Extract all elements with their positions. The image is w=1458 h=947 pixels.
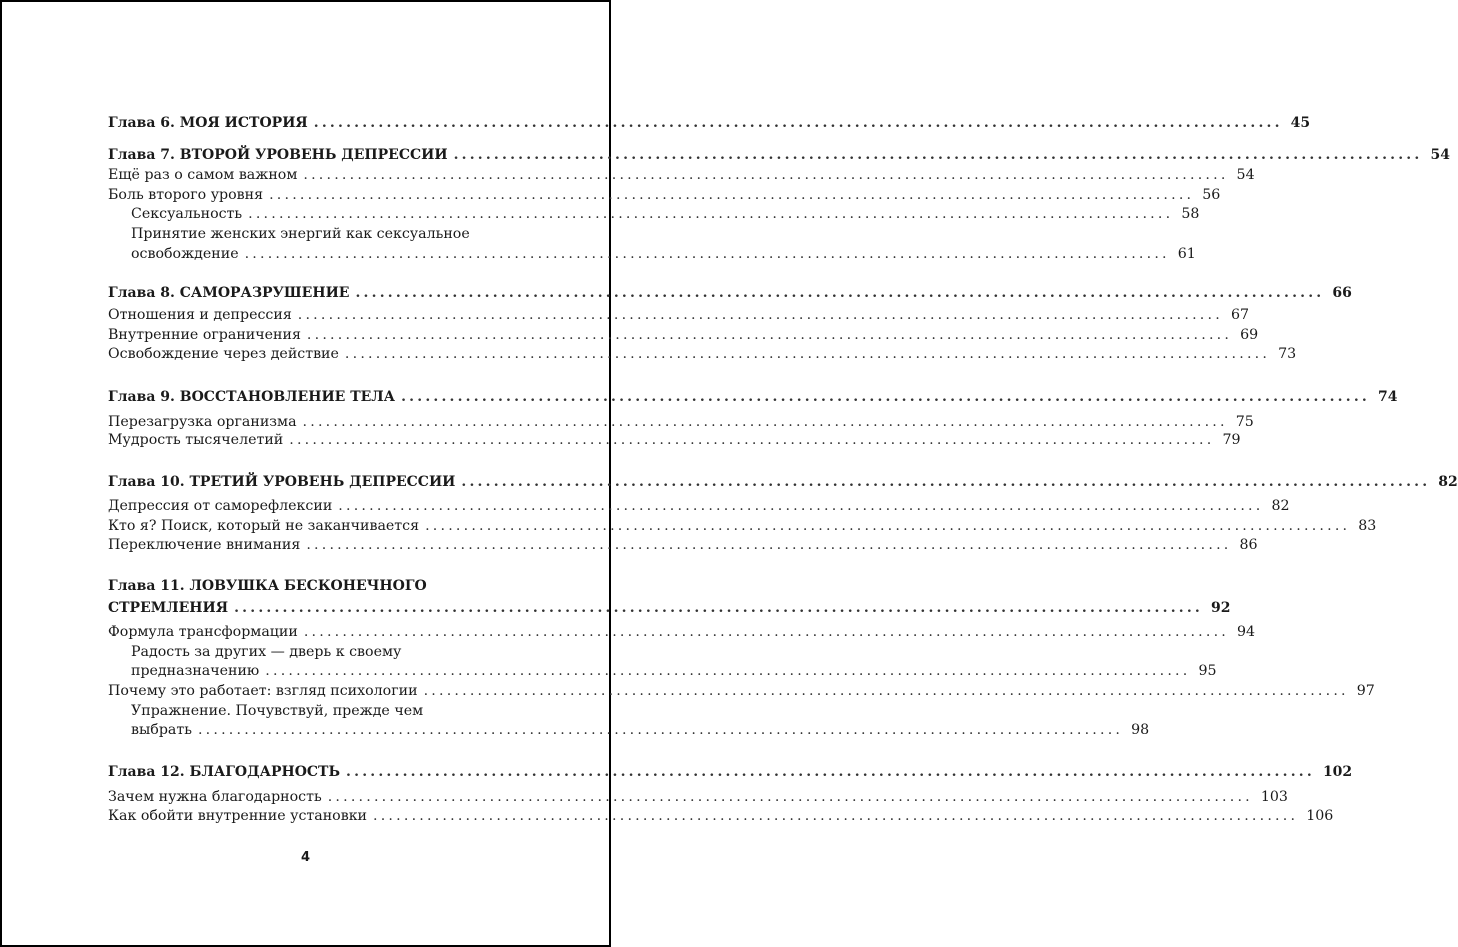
toc-entry[interactable] [108, 681, 1375, 701]
toc-entry[interactable] [131, 204, 1200, 224]
toc-page-number: 97 [1356, 683, 1375, 699]
toc-entry[interactable] [108, 622, 1256, 642]
toc-page-number: 54 [1236, 167, 1255, 183]
dot-leader: ........................................................................................................................ [248, 206, 1174, 222]
dot-leader: ........................................................................................................................ [297, 307, 1223, 323]
dot-leader: ........................................................................................................................ [401, 389, 1370, 405]
toc-chapter-entry[interactable] [108, 762, 1353, 782]
toc-entry-title: Сексуальность [131, 206, 243, 222]
toc-page-number: 95 [1198, 663, 1217, 679]
toc-entry-title: Глава 11. ЛОВУШКА БЕСКОНЕЧНОГО [108, 578, 427, 594]
toc-page-number: 75 [1235, 414, 1254, 430]
toc-chapter-entry[interactable] [108, 598, 1231, 618]
toc-entry[interactable] [108, 344, 1297, 364]
toc-page-number: 98 [1131, 722, 1150, 738]
toc-page-number: 61 [1177, 246, 1196, 262]
toc-entry[interactable] [108, 787, 1288, 807]
toc-entry[interactable] [108, 535, 1258, 555]
dot-leader: ........................................................................................................................ [423, 683, 1349, 699]
toc-entry[interactable] [131, 642, 540, 662]
dot-leader: ........................................................................................................................ [197, 722, 1124, 738]
toc-entry[interactable] [108, 806, 1334, 826]
toc-entry[interactable] [131, 224, 540, 244]
toc-entry-title: Глава 12. БЛАГОДАРНОСТЬ [108, 764, 341, 780]
toc-page-number: 102 [1322, 764, 1353, 780]
toc-entry[interactable] [108, 185, 1221, 205]
dot-leader: ........................................................................................................................ [244, 246, 1170, 262]
toc-entry-title: Мудрость тысячелетий [108, 432, 284, 448]
toc-entry-title: Упражнение. Почувствуй, прежде чем [131, 703, 424, 719]
toc-entry-title: Перезагрузка организма [108, 414, 297, 430]
toc-entry-title: Переключение внимания [108, 537, 301, 553]
toc-entry[interactable] [108, 305, 1250, 325]
dot-leader: ........................................................................................................................ [373, 808, 1299, 824]
toc-entry[interactable] [131, 701, 540, 721]
dot-leader: ........................................................................................................................ [302, 414, 1228, 430]
toc-chapter-entry[interactable] [108, 576, 540, 596]
toc-entry[interactable] [131, 244, 1196, 264]
toc-entry[interactable] [108, 412, 1254, 432]
toc-entry-title: освобождение [131, 246, 239, 262]
toc-entry-title: Ещё раз о самом важном [108, 167, 298, 183]
toc-entry-title: предназначению [131, 663, 260, 679]
dot-leader: ........................................................................................................................ [346, 764, 1315, 780]
toc-entry-title: СТРЕМЛЕНИЯ [108, 600, 229, 616]
dot-leader: ........................................................................................................................ [313, 115, 1283, 131]
dot-leader: ........................................................................................................................ [338, 498, 1264, 514]
toc-entry-title: Глава 6. МОЯ ИСТОРИЯ [108, 115, 308, 131]
toc-entry-title: Глава 8. САМОРАЗРУШЕНИЕ [108, 285, 350, 301]
toc-page-number: 73 [1278, 346, 1297, 362]
dot-leader: ........................................................................................................................ [306, 327, 1233, 343]
toc-entry-title: Депрессия от саморефлексии [108, 498, 333, 514]
toc-page-number: 94 [1237, 624, 1256, 640]
toc-page-number: 66 [1332, 285, 1352, 301]
toc-page-number: 83 [1358, 518, 1377, 534]
toc-entry-title: Глава 10. ТРЕТИЙ УРОВЕНЬ ДЕПРЕССИИ [108, 474, 456, 490]
dot-leader: ........................................................................................................................ [289, 432, 1215, 448]
toc-page-number: 86 [1239, 537, 1258, 553]
toc-page-number: 58 [1181, 206, 1200, 222]
toc-entry-title: Боль второго уровня [108, 187, 264, 203]
toc-entry[interactable] [108, 496, 1290, 516]
toc-entry-title: Внутренние ограничения [108, 327, 301, 343]
dot-leader: ........................................................................................................................ [303, 624, 1230, 640]
dot-leader: ........................................................................................................................ [425, 518, 1351, 534]
toc-entry-title: Как обойти внутренние установки [108, 808, 368, 824]
toc-page-number: 82 [1438, 474, 1458, 490]
toc-entry[interactable] [108, 325, 1259, 345]
toc-entry-title: Отношения и депрессия [108, 307, 292, 323]
toc-entry-title: Кто я? Поиск, который не заканчивается [108, 518, 420, 534]
toc-entry-title: выбрать [131, 722, 192, 738]
toc-chapter-entry[interactable] [108, 145, 1450, 165]
dot-leader: ........................................................................................................................ [269, 187, 1195, 203]
toc-entry-title: Принятие женских энергий как сексуальное [131, 226, 470, 242]
toc-chapter-entry[interactable] [108, 472, 1458, 492]
toc-entry-title: Глава 7. ВТОРОЙ УРОВЕНЬ ДЕПРЕССИИ [108, 147, 448, 163]
toc-entry-title: Почему это работает: взгляд психологии [108, 683, 418, 699]
toc-entry-title: Радость за других — дверь к своему [131, 644, 402, 660]
dot-leader: ........................................................................................................................ [461, 474, 1431, 490]
toc-entry-title: Формула трансформации [108, 624, 298, 640]
toc-entry[interactable] [108, 430, 1241, 450]
toc-page-number: 82 [1271, 498, 1290, 514]
dot-leader: ........................................................................................................................ [355, 285, 1325, 301]
toc-page-number: 79 [1222, 432, 1241, 448]
toc-page-number: 74 [1377, 389, 1398, 405]
toc-page-number: 103 [1260, 789, 1288, 805]
toc-entry-title: Глава 9. ВОССТАНОВЛЕНИЕ ТЕЛА [108, 389, 396, 405]
toc-chapter-entry[interactable] [108, 113, 1311, 133]
toc-entry[interactable] [131, 720, 1150, 740]
toc-page-number: 56 [1202, 187, 1221, 203]
dot-leader: ........................................................................................................................ [306, 537, 1232, 553]
dot-leader: ........................................................................................................................ [234, 600, 1203, 616]
dot-leader: ........................................................................................................................ [265, 663, 1191, 679]
toc-entry[interactable] [108, 165, 1255, 185]
toc-page-number: 106 [1306, 808, 1334, 824]
dot-leader: ........................................................................................................................ [344, 346, 1271, 362]
toc-entry[interactable] [131, 661, 1217, 681]
toc-chapter-entry[interactable] [108, 283, 1352, 303]
toc-chapter-entry[interactable] [108, 387, 1398, 407]
page-number: 4 [300, 850, 311, 865]
toc-entry[interactable] [108, 516, 1377, 536]
toc-page-number: 67 [1230, 307, 1250, 323]
toc-page-number: 45 [1290, 115, 1311, 131]
toc-page-number: 54 [1430, 147, 1450, 163]
toc-page-number: 92 [1211, 600, 1231, 616]
toc-entry-title: Освобождение через действие [108, 346, 339, 362]
dot-leader: ........................................................................................................................ [303, 167, 1229, 183]
dot-leader: ........................................................................................................................ [327, 789, 1253, 805]
toc-entry-title: Зачем нужна благодарность [108, 789, 322, 805]
dot-leader: ........................................................................................................................ [453, 147, 1423, 163]
toc-page-number: 69 [1240, 327, 1259, 343]
